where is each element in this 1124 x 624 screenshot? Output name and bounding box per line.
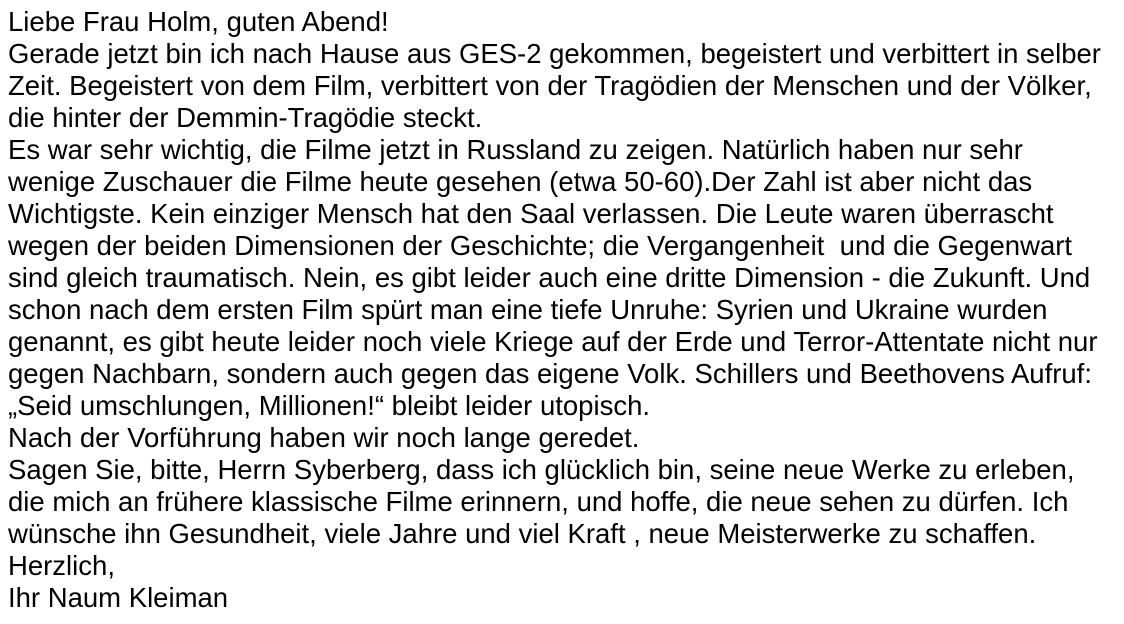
text-line: die mich an frühere klassische Filme erinnern, und hoffe, die neue sehen zu dürfen. Ich	[8, 486, 1069, 517]
text-line: sind gleich traumatisch. Nein, es gibt leider auch eine dritte Dimension - die Zukunft. Und	[8, 262, 1091, 293]
text-line: Gerade jetzt bin ich nach Hause aus GES-2 gekommen, begeistert und verbittert in selber	[8, 38, 1101, 69]
text-line: Wichtigste. Kein einziger Mensch hat den Saal verlassen. Die Leute waren überrascht	[8, 198, 1054, 229]
text-line: die hinter der Demmin-Tragödie steckt.	[8, 102, 483, 133]
text-line: „Seid umschlungen, Millionen!“ bleibt leider utopisch.	[8, 390, 651, 421]
text-line: Es war sehr wichtig, die Filme jetzt in Russland zu zeigen. Natürlich haben nur sehr	[8, 134, 1023, 165]
text-line: Ihr Naum Kleiman	[8, 582, 229, 613]
text-line: Liebe Frau Holm, guten Abend!	[8, 6, 389, 37]
text-line: genannt, es gibt heute leider noch viele Kriege auf der Erde und Terror-Attentate nicht nur	[8, 326, 1098, 357]
text-line: wegen der beiden Dimensionen der Geschichte; die Vergangenheit und die Gegenwart	[8, 230, 1073, 261]
text-line: wünsche ihn Gesundheit, viele Jahre und viel Kraft , neue Meisterwerke zu schaffen.	[8, 518, 1037, 549]
text-line: Zeit. Begeistert von dem Film, verbittert von der Tragödien der Menschen und der Völker,	[8, 70, 1092, 101]
text-line: schon nach dem ersten Film spürt man eine tiefe Unruhe: Syrien und Ukraine wurden	[8, 294, 1048, 325]
text-line: Herzlich,	[8, 550, 115, 581]
text-line: Sagen Sie, bitte, Herrn Syberberg, dass ich glücklich bin, seine neue Werke zu erleben,	[8, 454, 1075, 485]
text-line: Nach der Vorführung haben wir noch lange geredet.	[8, 422, 640, 453]
text-line: gegen Nachbarn, sondern auch gegen das eigene Volk. Schillers und Beethovens Aufruf:	[8, 358, 1092, 389]
text-line: wenige Zuschauer die Filme heute gesehen (etwa 50-60).Der Zahl ist aber nicht das	[8, 166, 1033, 197]
